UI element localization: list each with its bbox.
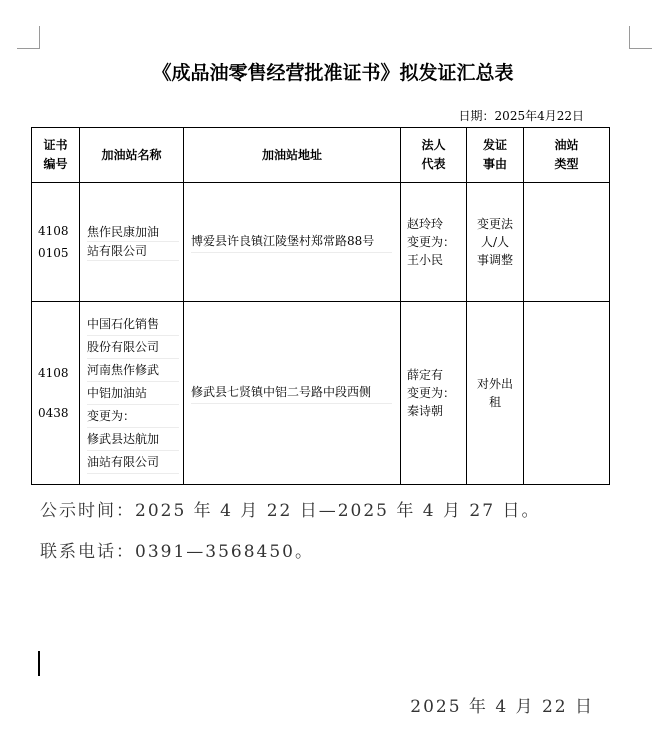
- station-type-cell: [524, 183, 610, 302]
- station-address-cell: 博爱县许良镇江陵堡村郑常路88号: [184, 183, 401, 302]
- header-cert-no: 证书 编号: [32, 128, 80, 183]
- table-row: [32, 302, 610, 485]
- table-header-row: [32, 128, 610, 183]
- table-row: [32, 183, 610, 302]
- header-legal-rep: 法人 代表: [401, 128, 467, 183]
- publicity-period: 公示时间：2025 年 4 月 22 日—2025 年 4 月 27 日。: [40, 501, 541, 521]
- reason-cell: 对外出 租: [467, 302, 524, 485]
- table-date: 日期：2025年4月22日: [458, 109, 584, 123]
- header-station-address: 加油站地址: [184, 128, 401, 183]
- header-station-type: 油站 类型: [524, 128, 610, 183]
- reason-cell: 变更法 人/人 事调整: [467, 183, 524, 302]
- legal-rep-cell: 薛定有 变更为： 秦诗朝: [401, 302, 467, 485]
- station-name-cell: 中国石化销售 股份有限公司 河南焦作修武 中铝加油站 变更为： 修武县达航加 油站有限公司: [80, 302, 184, 485]
- station-name-cell: 焦作民康加油 站有限公司: [80, 183, 184, 302]
- text-cursor[interactable]: [38, 651, 40, 676]
- cert-no-cell: 4108 0105: [32, 183, 80, 302]
- summary-table: [31, 127, 610, 485]
- header-reason: 发证 事由: [467, 128, 524, 183]
- header-station-name: 加油站名称: [80, 128, 184, 183]
- crop-mark-top-right: [629, 26, 652, 49]
- crop-mark-top-left: [17, 26, 40, 49]
- station-type-cell: [524, 302, 610, 485]
- station-address-cell: 修武县七贤镇中铝二号路中段西侧: [184, 302, 401, 485]
- document-title: 《成品油零售经营批准证书》拟发证汇总表: [152, 62, 514, 84]
- signature-date: 2025 年 4 月 22 日: [410, 697, 594, 717]
- contact-phone: 联系电话：0391—3568450。: [40, 542, 314, 562]
- legal-rep-cell: 赵玲玲 变更为： 王小民: [401, 183, 467, 302]
- cert-no-cell: 4108 0438: [32, 302, 80, 485]
